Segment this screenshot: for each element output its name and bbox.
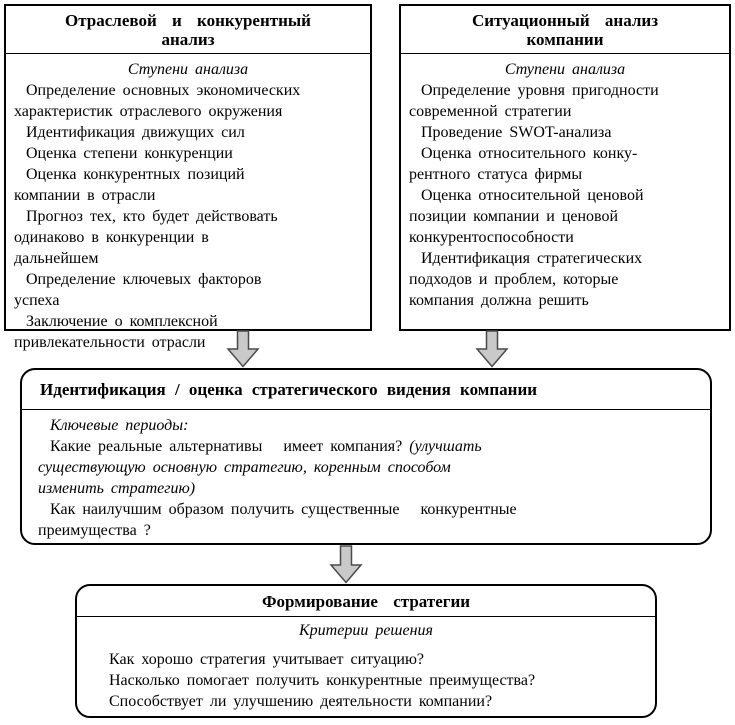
box-title: Ситуационный анализ — [471, 11, 659, 30]
situation-analysis-box-body — [401, 54, 729, 311]
body-line: Насколько помогает получить конкурентные преимущества? — [109, 672, 536, 689]
box-title: Формирование стратегии — [261, 592, 471, 611]
body-line: изменить стратегию) — [38, 480, 196, 497]
body-line: компания должна решить — [409, 292, 589, 309]
body-line: подходов и проблем, которые — [409, 271, 619, 288]
arrow-down-icon — [328, 545, 364, 584]
body-line: привлекательности отрасли — [14, 334, 206, 351]
body-line: современной стратегии — [409, 103, 572, 120]
body-line: Оценка степени конкуренции — [26, 145, 233, 162]
body-line: позиции компании и ценовой — [409, 208, 619, 225]
situation-analysis-box — [399, 4, 731, 331]
vision-identification-box — [20, 368, 712, 545]
body-line: характеристик отраслевого окружения — [14, 103, 283, 120]
body-line: Оценка относительного конку- — [421, 145, 638, 162]
body-line: успеха — [14, 292, 60, 309]
box-title: анализ — [161, 30, 215, 49]
vision-identification-box-body — [22, 410, 710, 541]
box-title: компании — [526, 30, 604, 49]
situation-analysis-box-header — [401, 6, 729, 54]
industry-analysis-box-body — [6, 54, 370, 353]
box-subtitle: Ступени анализа — [127, 61, 249, 78]
body-line: существующую основную стратегию, коренным способом — [38, 459, 451, 476]
body-line: одинаково в конкуренции в — [14, 229, 209, 246]
question-note-italic: (улучшать — [409, 438, 482, 455]
body-line: Определение ключевых факторов — [26, 271, 262, 288]
body-line: дальнейшем — [14, 250, 99, 267]
body-line: компании в отрасли — [14, 187, 156, 204]
arrow-down-icon — [225, 330, 261, 368]
body-line: Прогноз тех, кто будет действовать — [26, 208, 278, 225]
box-subtitle: Ключевые периоды: — [50, 417, 189, 434]
body-line: конкурентоспособности — [409, 229, 574, 246]
industry-analysis-box-header — [6, 6, 370, 54]
strategy-formation-box-header — [77, 586, 655, 617]
body-line: Способствует ли улучшению деятельности компании? — [109, 693, 493, 710]
spacer — [85, 641, 647, 649]
body-line: Как наилучшим образом получить существенные конкурентные — [50, 501, 517, 518]
box-subtitle: Ступени анализа — [504, 61, 626, 78]
body-line: Идентификация стратегических — [421, 250, 643, 267]
strategy-formation-box-body — [77, 617, 655, 712]
body-line — [38, 436, 702, 457]
arrow-down-icon — [474, 330, 510, 368]
body-line: преимущества ? — [38, 522, 151, 539]
question-text: Какие реальные альтернативы имеет компания? — [50, 438, 410, 455]
box-subtitle: Критерии решения — [299, 622, 433, 639]
body-line: Определение уровня пригодности — [421, 82, 659, 99]
body-line: Заключение о комплексной — [26, 313, 218, 330]
box-title: Идентификация / оценка стратегического видения компании — [40, 380, 538, 399]
strategy-formation-box — [75, 584, 657, 718]
box-title: Отраслевой и конкурентный — [65, 11, 311, 30]
body-line: Оценка относительной ценовой — [421, 187, 644, 204]
body-line: Проведение SWOT-анализа — [421, 124, 612, 141]
body-line: Как хорошо стратегия учитывает ситуацию? — [109, 651, 425, 668]
body-line: Определение основных экономических — [26, 82, 301, 99]
body-line: Идентификация движущих сил — [26, 124, 245, 141]
body-line: Оценка конкурентных позиций — [26, 166, 245, 183]
vision-identification-box-header — [22, 370, 710, 410]
industry-analysis-box — [4, 4, 372, 351]
body-line: рентного статуса фирмы — [409, 166, 583, 183]
